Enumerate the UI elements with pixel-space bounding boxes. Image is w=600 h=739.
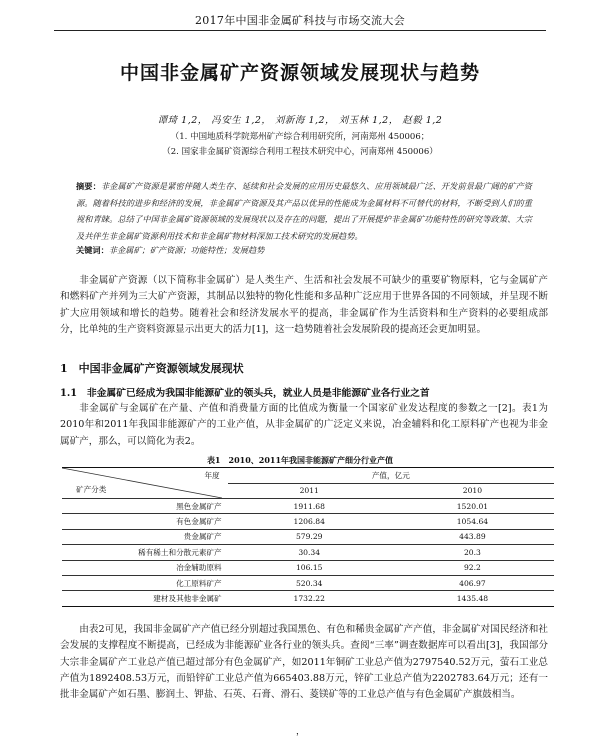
value-2011: 1732.22 bbox=[228, 591, 391, 606]
value-2011: 579.29 bbox=[228, 529, 391, 544]
table-row bbox=[62, 575, 554, 590]
table-corner-header bbox=[62, 468, 228, 499]
abstract bbox=[76, 178, 532, 244]
year-header-2010: 2010 bbox=[391, 483, 554, 499]
header-year-label: 年度 bbox=[204, 471, 220, 480]
value-2010: 1435.48 bbox=[391, 591, 554, 606]
header-rule bbox=[54, 30, 546, 31]
value-2011: 106.15 bbox=[228, 560, 391, 575]
table-caption: 表1 2010、2011年我国非能源矿产细分行业产值 bbox=[206, 455, 394, 465]
keywords-text: 非金属矿；矿产资源；功能特性；发展趋势 bbox=[108, 245, 265, 255]
value-2011: 1911.68 bbox=[228, 499, 391, 514]
value-2010: 20.3 bbox=[391, 545, 554, 560]
page-footer-mark: ， bbox=[296, 727, 306, 737]
value-2011: 520.34 bbox=[228, 575, 391, 590]
row-label: 建材及其他非金属矿 bbox=[62, 591, 228, 606]
paper-title: 中国非金属矿产资源领域发展现状与趋势 bbox=[119, 62, 480, 84]
value-2010: 1054.64 bbox=[391, 514, 554, 529]
affiliation-1: （1. 中国地质科学院郑州矿产综合利用研究所，河南郑州 450006； bbox=[170, 132, 430, 142]
value-2011: 1206.84 bbox=[228, 514, 391, 529]
intro-paragraph: 非金属矿产资源（以下简称非金属矿）是人类生产、生活和社会发展不可缺少的重要矿物原料，它与金属矿产和燃料矿产并列为三大矿产资源，其制品以独特的物化性能和多品种广泛应用于世界各国的不同领域，并呈现不断扩大应用领域和增长的趋势。随着社会和经济发展水平的提高，非金属矿作为生活资料和生产资料的必要组成部分，比单纯的生产资料资源显示出更大的活力[1]，这一趋势随着社会发展阶段的提高还会更加明显。 bbox=[60, 275, 548, 335]
body-paragraph-3: 由表2可见，我国非金属矿产产值已经分别超过我国黑色、有色和稀贵金属矿产产值，非金属矿对国民经济和社会发展的支撑程度不断提高，已经成为非能源矿业各行业的领头兵。查阅“三率”调查数据库可以看出[3]，我国部分大宗非金属矿产工业总产值已超过部分有色金属矿产，如2011年铜矿工业总产值为2797540.52万元，萤石工业总产值为1892408.53万元，而铅锌矿工业总产值为665403.88万元，锌矿工业总产值为2202783.64万元；还有一批非金属矿产如石墨、膨润土、钾盐、石英、石膏、滑石、菱镁矿等的工业总产值与有色金属矿产旗鼓相当。 bbox=[60, 624, 548, 701]
table-row bbox=[62, 560, 554, 575]
subsection-heading-1-1: 1.1 非金属矿已经成为我国非能源矿业的领头兵，就业人员是非能源矿业各行业之首 bbox=[60, 388, 430, 399]
body-paragraph-2: 非金属矿与金属矿在产量、产值和消费量方面的比值成为衡量一个国家矿业发达程度的参数之一[2]。表1为2010年和2011年我国非能源矿产的工业产值，从非金属矿的广泛定义来说，冶金辅料和化工原料矿产也视为非金属矿产，那么，可以简化为表2。 bbox=[60, 403, 548, 447]
row-label: 黑色金属矿产 bbox=[62, 499, 228, 514]
value-2010: 1520.01 bbox=[391, 499, 554, 514]
value-2010: 406.97 bbox=[391, 575, 554, 590]
author-list: 谭琦 1,2， 冯安生 1,2， 刘新海 1,2， 刘玉林 1,2， 赵毅 1,2 bbox=[157, 115, 443, 126]
running-head: 2017年中国非金属矿科技与市场交流大会 bbox=[195, 14, 405, 27]
table-row bbox=[62, 529, 554, 544]
unit-header: 产值，亿元 bbox=[228, 468, 554, 484]
table-row bbox=[62, 545, 554, 560]
row-label: 化工原料矿产 bbox=[62, 575, 228, 590]
row-label: 稀有稀土和分散元素矿产 bbox=[62, 545, 228, 560]
value-2010: 92.2 bbox=[391, 560, 554, 575]
table-row bbox=[62, 514, 554, 529]
keywords bbox=[76, 245, 532, 256]
abstract-text: 非金属矿产资源是紧密伴随人类生存、延续和社会发展的应用历史最悠久、应用领域最广泛、开发前景最广阔的矿产资源。随着科技的进步和经济的发展，非金属矿产资源及其产品以优异的性能成为金属材料不可替代的材料，不断受到人们的重视和青睐。总结了中国非金属矿资源领域的发展现状以及存在的问题，提出了开展提炉非金属矿功能特性的研究等政策、大宗及共伴生非金属矿资源利用技术和非金属矿物材料深加工技术研究的发展趋势。 bbox=[76, 181, 532, 241]
row-label: 贵金属矿产 bbox=[62, 529, 228, 544]
section-heading-1: 1 中国非金属矿产资源领域发展现状 bbox=[60, 362, 244, 375]
row-label: 有色金属矿产 bbox=[62, 514, 228, 529]
value-2011: 30.34 bbox=[228, 545, 391, 560]
header-category-label: 矿产分类 bbox=[76, 485, 107, 494]
affiliation-2: （2. 国家非金属矿资源综合利用工程技术研究中心，河南郑州 450006） bbox=[162, 147, 438, 157]
value-2010: 443.89 bbox=[391, 529, 554, 544]
table-row bbox=[62, 591, 554, 606]
row-label: 冶金辅助原料 bbox=[62, 560, 228, 575]
year-header-2011: 2011 bbox=[228, 483, 391, 499]
table-row bbox=[62, 499, 554, 514]
data-table bbox=[62, 467, 554, 607]
abstract-label: 摘要： bbox=[76, 181, 101, 191]
keywords-label: 关键词： bbox=[76, 245, 109, 255]
